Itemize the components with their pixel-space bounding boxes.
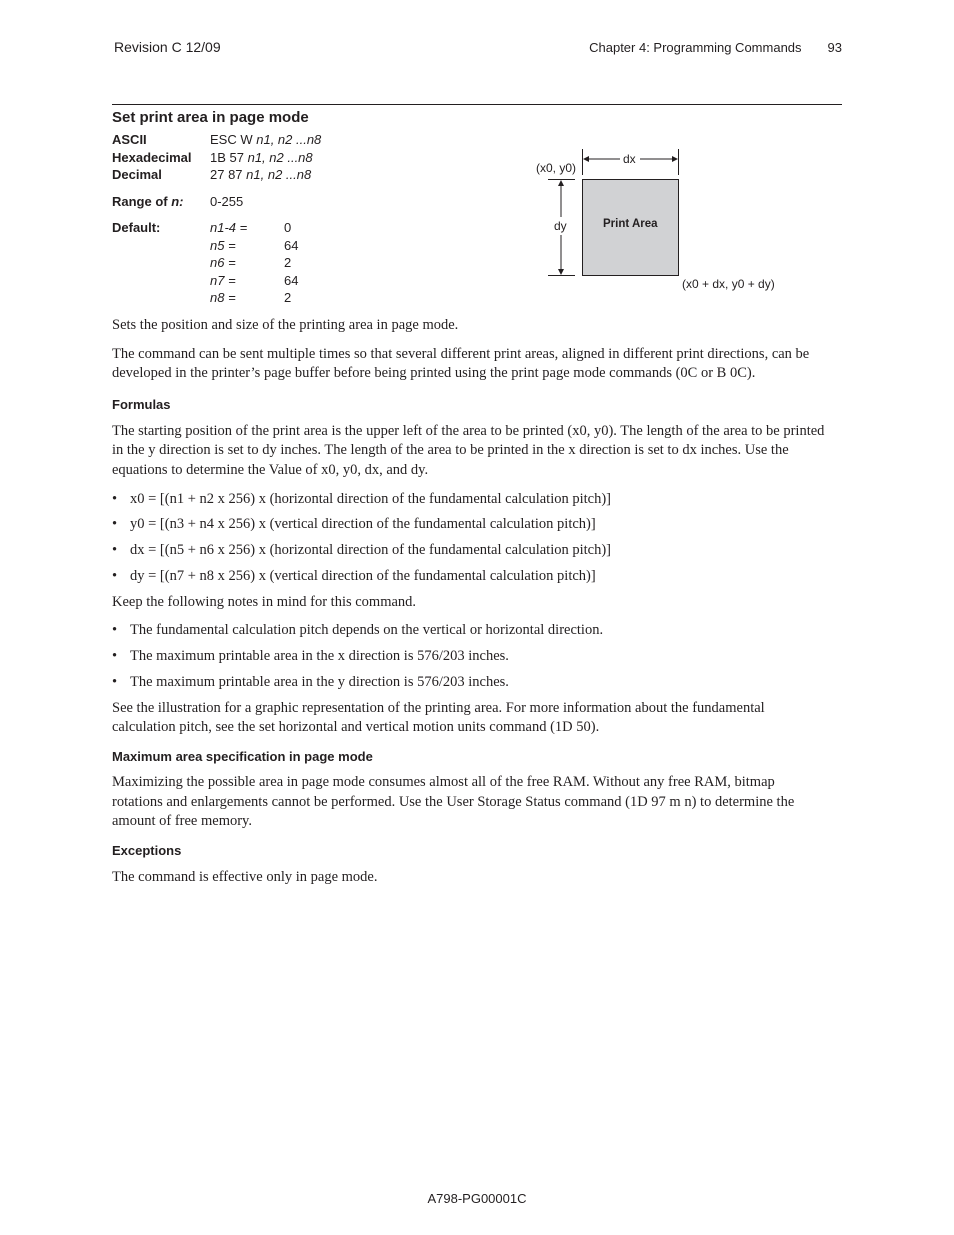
exceptions-heading: Exceptions (112, 843, 182, 858)
decimal-label: Decimal (112, 167, 162, 182)
formulas-line: in the y direction is set to dy inches. The length of the area to be printed in the x direction is set to dx inches. Use the (112, 442, 789, 458)
default-param: n1-4 = (210, 220, 248, 235)
multi-area-line: The command can be sent multiple times so that several different print areas, aligned in different print directions, can be (112, 346, 810, 362)
bullet-dot: • (112, 648, 118, 664)
default-param: n5 = (210, 237, 236, 253)
range-label-text: Range of (112, 193, 172, 209)
multi-area-line: developed in the printer’s page buffer before being printed using the print page mode commands (0C or B 0C). (112, 365, 756, 381)
hex-prefix: 1B 57 (210, 149, 248, 165)
max-area-line: amount of free memory. (112, 813, 252, 829)
formula-text: dx = [(n5 + n6 x 256) x (horizontal direction of the fundamental calculation pitch)] (130, 542, 612, 558)
default-param: n6 = (210, 255, 236, 270)
note-text: The maximum printable area in the y direction is 576/203 inches. (130, 674, 509, 690)
notes-intro: Keep the following notes in mind for this command. (112, 594, 417, 610)
bullet-dot: • (112, 674, 118, 690)
range-label (112, 193, 184, 211)
default-value: 2 (284, 290, 292, 305)
header-rule (112, 104, 842, 105)
bullet-dot: • (112, 542, 118, 558)
default-label: Default: (112, 220, 161, 235)
max-area-line: rotations and enlargements cannot be performed. Use the User Storage Status command (1D 97 m n) to determine the (112, 794, 795, 810)
ascii-params: n1, n2 ...n8 (256, 132, 322, 147)
chapter-title: Chapter 4: Programming Commands (589, 40, 802, 55)
hex-params: n1, n2 ...n8 (247, 149, 313, 165)
dx-label: dx (623, 152, 636, 166)
max-area-line: Maximizing the possible area in page mode consumes almost all of the free RAM. Without any free RAM, bitmap (112, 774, 775, 790)
range-label-var: n: (171, 193, 184, 209)
dy-label: dy (554, 219, 567, 233)
ascii-value (210, 131, 321, 149)
revision-label: Revision C 12/09 (114, 39, 221, 55)
formula-text: x0 = [(n1 + n2 x 256) x (horizontal direction of the fundamental calculation pitch)] (130, 491, 612, 507)
formulas-heading: Formulas (112, 397, 171, 412)
ascii-label: ASCII (112, 132, 147, 147)
formulas-line: equations to determine the Value of x0, y0, dx, and dy. (112, 462, 429, 478)
corner-label: (x0 + dx, y0 + dy) (682, 277, 775, 291)
default-value: 64 (284, 237, 299, 253)
note-text: The fundamental calculation pitch depends on the vertical or horizontal direction. (130, 622, 604, 638)
print-area-diagram (530, 145, 790, 300)
see-illustration-line: calculation pitch, see the set horizontal and vertical motion units command (1D 50). (112, 719, 600, 735)
page-number: 93 (827, 40, 842, 55)
bullet-dot: • (112, 568, 118, 584)
formula-text: dy = [(n7 + n8 x 256) x (vertical direction of the fundamental calculation pitch)] (130, 568, 596, 584)
bullet-dot: • (112, 516, 118, 532)
note-text: The maximum printable area in the x direction is 576/203 inches. (130, 648, 509, 664)
decimal-prefix: 27 87 (210, 167, 247, 182)
default-value: 2 (284, 255, 292, 270)
running-header (589, 40, 842, 55)
section-title: Set print area in page mode (112, 109, 309, 126)
ascii-prefix: ESC W (210, 132, 257, 147)
print-area-label: Print Area (603, 218, 658, 230)
origin-label: (x0, y0) (536, 161, 577, 175)
decimal-value (210, 166, 311, 184)
exceptions-text: The command is effective only in page mode. (112, 869, 378, 885)
hex-label: Hexadecimal (112, 149, 192, 165)
formulas-line: The starting position of the print area is the upper left of the area to be printed (x0, y0). The length of the area to be printed (112, 423, 825, 439)
document-id: A798-PG00001C (427, 1191, 527, 1206)
intro-paragraph: Sets the position and size of the printing area in page mode. (112, 317, 459, 333)
formula-text: y0 = [(n3 + n4 x 256) x (vertical direction of the fundamental calculation pitch)] (130, 516, 596, 532)
default-param: n7 = (210, 272, 236, 288)
bullet-dot: • (112, 622, 118, 638)
hex-value (210, 149, 313, 167)
max-area-heading: Maximum area specification in page mode (112, 749, 373, 764)
default-value: 64 (284, 272, 299, 288)
range-value: 0-255 (210, 193, 244, 209)
default-param: n8 = (210, 290, 236, 305)
decimal-params: n1, n2 ...n8 (246, 167, 312, 182)
bullet-dot: • (112, 491, 118, 507)
default-value: 0 (284, 220, 292, 235)
see-illustration-line: See the illustration for a graphic representation of the printing area. For more information about the fundamental (112, 700, 765, 716)
